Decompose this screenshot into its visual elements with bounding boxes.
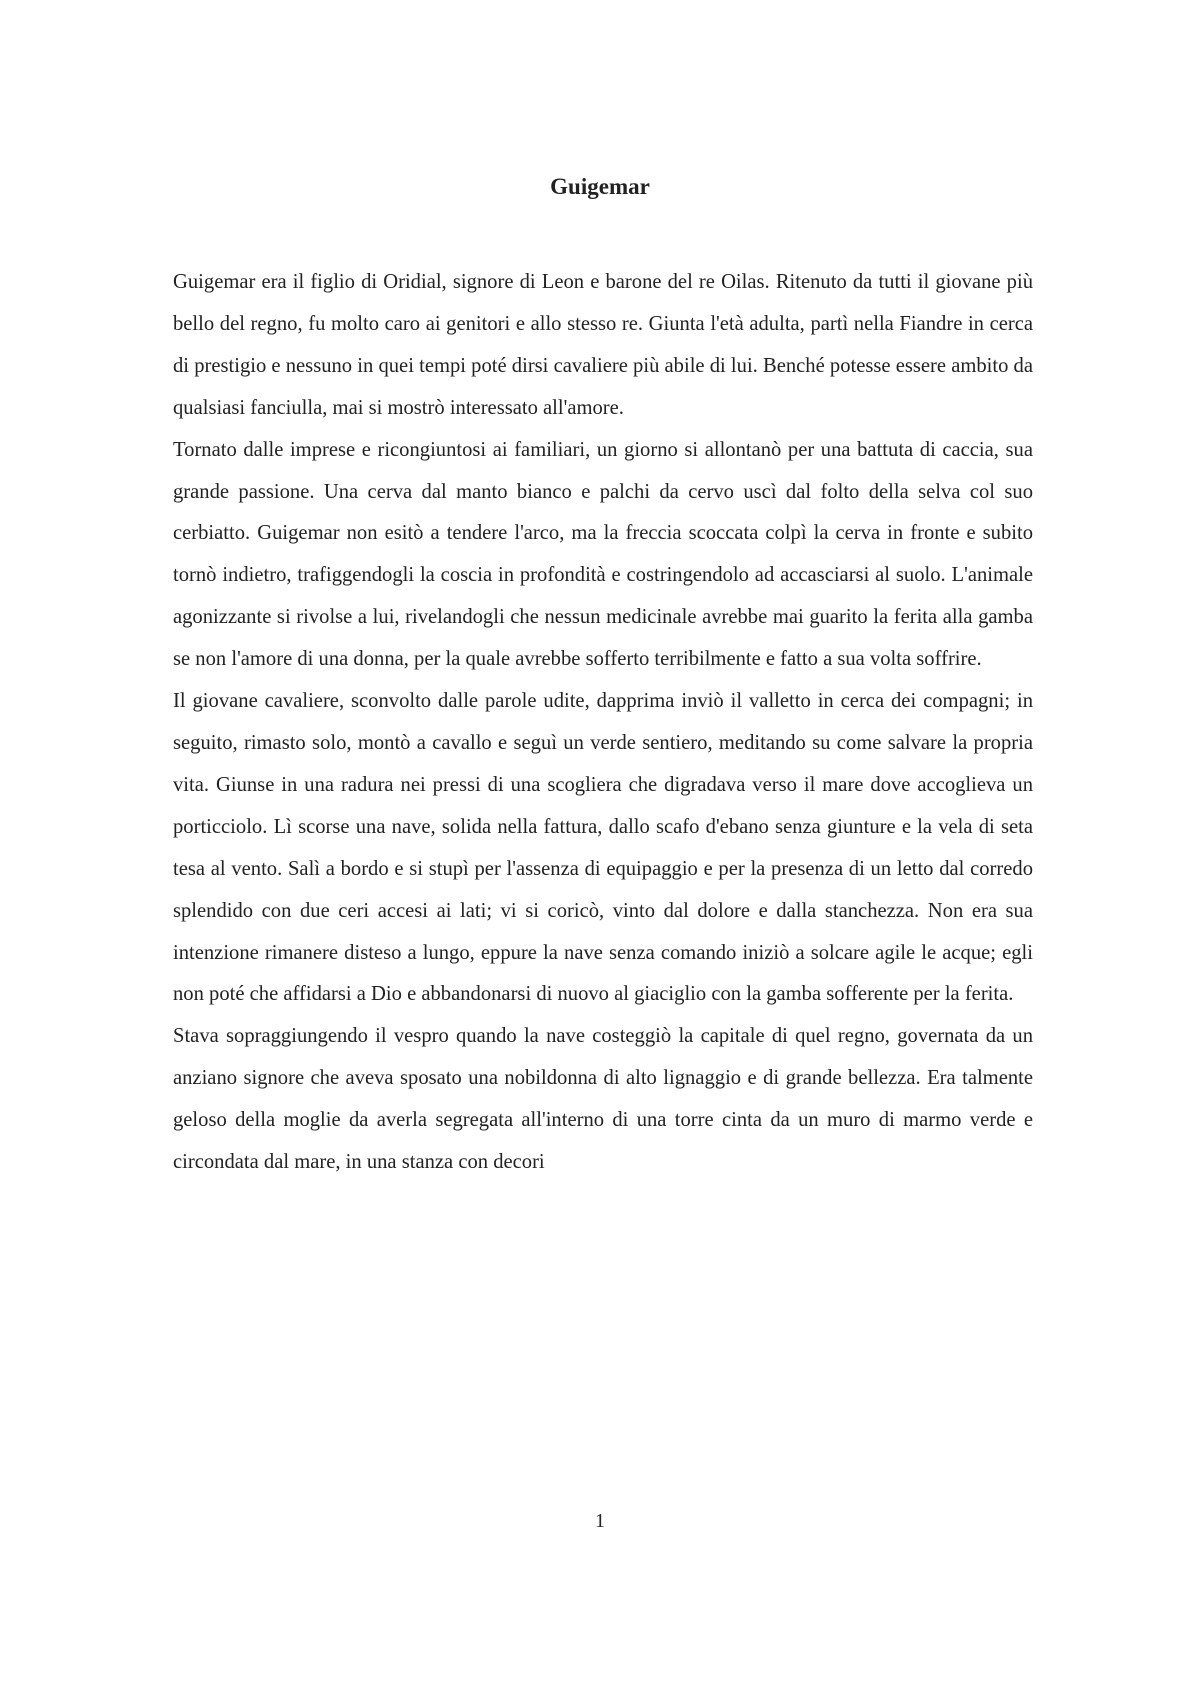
page-number: 1 [595,1510,605,1532]
paragraph-2: Tornato dalle imprese e ricongiuntosi ai familiari, un giorno si allontanò per una battuta di caccia, sua grande passione. Una cerva dal manto bianco e palchi da cervo uscì dal folto della selva col suo cerbiatto. Guigemar non esitò a tendere l'arco, ma la freccia scoccata colpì la cerva in fronte e subito tornò indietro, trafiggendogli la coscia in profondità e costringendolo ad accasciarsi al suolo. L'animale agonizzante si rivolse a lui, rivelandogli che nessun medicinale avrebbe mai guarito la ferita alla gamba se non l'amore di una donna, per la quale avrebbe sofferto terribilmente e fatto a sua volta soffrire. [173,438,1033,671]
paragraph-1: Guigemar era il figlio di Oridial, signore di Leon e barone del re Oilas. Ritenuto da tutti il giovane più bello del regno, fu molto caro ai genitori e allo stesso re. Giunta l'età adulta, partì nella Fiandre in cerca di prestigio e nessuno in quei tempi poté dirsi cavaliere più abile di lui. Benché potesse essere ambito da qualsiasi fanciulla, mai si mostrò interessato all'amore. [173,271,1033,419]
paragraph-4: Stava sopraggiungendo il vespro quando la nave costeggiò la capitale di quel regno, governata da un anziano signore che aveva sposato una nobildonna di alto lignaggio e di grande bellezza. Era talmente geloso della moglie da averla segregata all'interno di una torre cinta da un muro di marmo verde e circondata dal mare, in una stanza con decori [173,1025,1033,1174]
document-title: Guigemar [550,174,650,199]
document-body [173,262,1033,1184]
paragraph-3: Il giovane cavaliere, sconvolto dalle parole udite, dapprima inviò il valletto in cerca dei compagni; in seguito, rimasto solo, montò a cavallo e seguì un verde sentiero, meditando su come salvare la propria vita. Giunse in una radura nei pressi di una scogliera che digradava verso il mare dove accoglieva un porticciolo. Lì scorse una nave, solida nella fattura, dallo scafo d'ebano senza giunture e la vela di seta tesa al vento. Salì a bordo e si stupì per l'assenza di equipaggio e per la presenza di un letto dal corredo splendido con due ceri accesi ai lati; vi si coricò, vinto dal dolore e dalla stanchezza. Non era sua intenzione rimanere disteso a lungo, eppure la nave senza comando iniziò a solcare agile le acque; egli non poté che affidarsi a Dio e abbandonarsi di nuovo al giaciglio con la gamba sofferente per la ferita. [173,690,1033,1006]
